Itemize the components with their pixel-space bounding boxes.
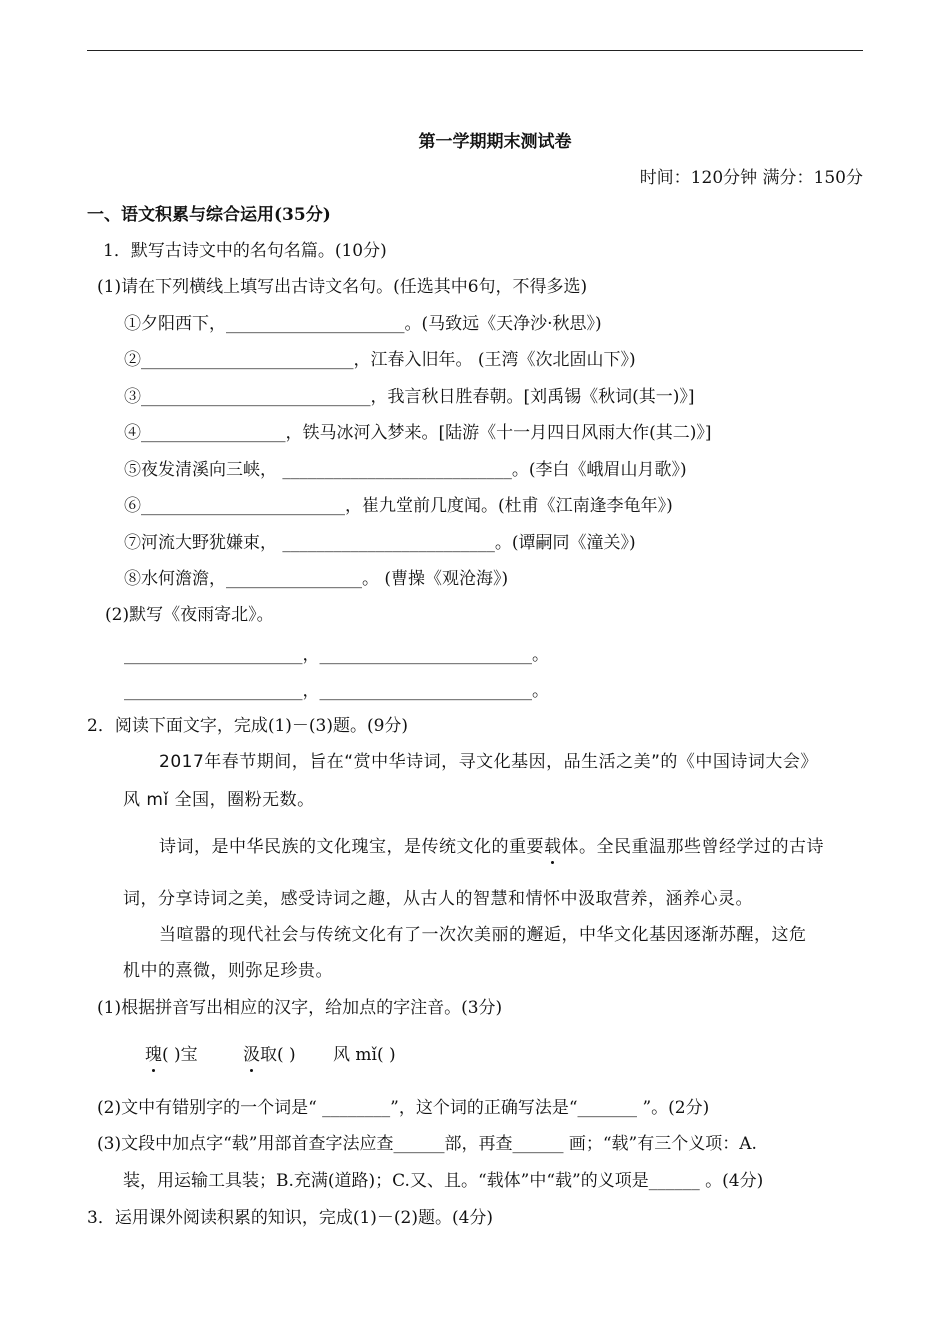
passage-line: 2017年春节期间，旨在“赏中华诗词，寻文化基因，品生活之美”的《中国诗词大会》	[159, 752, 818, 772]
exam-title: 第一学期期末测试卷	[418, 132, 572, 152]
section-heading: 一、语文积累与综合运用(35分)	[87, 205, 331, 225]
q2-sub2: (2)文中有错别字的一个词是“ ________”，这个词的正确写法是“_______ ”。(2分)	[97, 1098, 710, 1118]
q3-stem: 3．运用课外阅读积累的知识，完成(1)－(2)题。(4分)	[87, 1208, 494, 1228]
dotted-char: 载	[544, 837, 562, 857]
q2-sub1: (1)根据拼音写出相应的汉字，给加点的字注音。(3分)	[97, 998, 503, 1018]
q1-item: ⑧水何澹澹，________________。 (曹操《观沧海》)	[124, 569, 509, 589]
q1-stem: 1．默写古诗文中的名句名篇。(10分)	[103, 241, 387, 261]
q1-item: ⑦河流大野犹嫌束， _________________________。(谭嗣同《潼关》)	[124, 533, 636, 553]
q2-sub3: (3)文段中加点字“载”用部首查字法应查______部，再查______ 画；“载”有三个义项：A.	[97, 1134, 757, 1154]
passage-line: 机中的熹微，则弥足珍贵。	[123, 961, 333, 981]
exam-meta: 时间：120分钟 满分：150分	[639, 168, 863, 188]
q1-part2-line: _____________________，_________________________。	[124, 645, 549, 665]
pinyin-fill-a: 瑰( )宝	[145, 1045, 198, 1065]
passage-line: 诗词，是中华民族的文化瑰宝，是传统文化的重要载体。全民重温那些曾经学过的古诗	[159, 837, 824, 857]
q1-item: ②_________________________，江春入旧年。 (王湾《次北固山下》)	[124, 350, 636, 370]
q1-item: ①夕阳西下，_____________________。(马致远《天净沙·秋思》)	[124, 314, 602, 334]
header-rule	[87, 50, 863, 51]
q1-part1-intro: (1)请在下列横线上填写出古诗文名句。(任选其中6句，不得多选)	[97, 277, 588, 297]
q2-sub3: 装，用运输工具装；B.充满(道路)；C.又、且。“载体”中“载”的义项是______ 。(4分)	[123, 1171, 764, 1191]
pinyin-fill-c: 风 mǐ( )	[333, 1045, 396, 1065]
q1-item: ⑥________________________，崔九堂前几度闻。(杜甫《江南逢李龟年》)	[124, 496, 673, 516]
passage-line: 词，分享诗词之美，感受诗词之趣，从古人的智慧和情怀中汲取营养，涵养心灵。	[123, 889, 753, 909]
q1-item: ④_________________，铁马冰河入梦来。[陆游《十一月四日风雨大作(其二)》]	[124, 423, 712, 443]
pinyin-fill-b: 汲取( )	[243, 1045, 296, 1065]
q1-part2-intro: (2)默写《夜雨寄北》。	[105, 605, 274, 625]
q1-item: ③___________________________，我言秋日胜春朝。[刘禹锡《秋词(其一)》]	[124, 387, 695, 407]
passage-line: 当喧嚣的现代社会与传统文化有了一次次美丽的邂逅，中华文化基因逐渐苏醒，这危	[159, 925, 807, 945]
q1-item: ⑤夜发清溪向三峡， ___________________________。(李白《峨眉山月歌》)	[124, 460, 687, 480]
q1-part2-line: _____________________，_________________________。	[124, 681, 549, 701]
q2-stem: 2．阅读下面文字，完成(1)－(3)题。(9分)	[87, 716, 409, 736]
passage-line: 风 mǐ 全国，圈粉无数。	[123, 790, 315, 810]
